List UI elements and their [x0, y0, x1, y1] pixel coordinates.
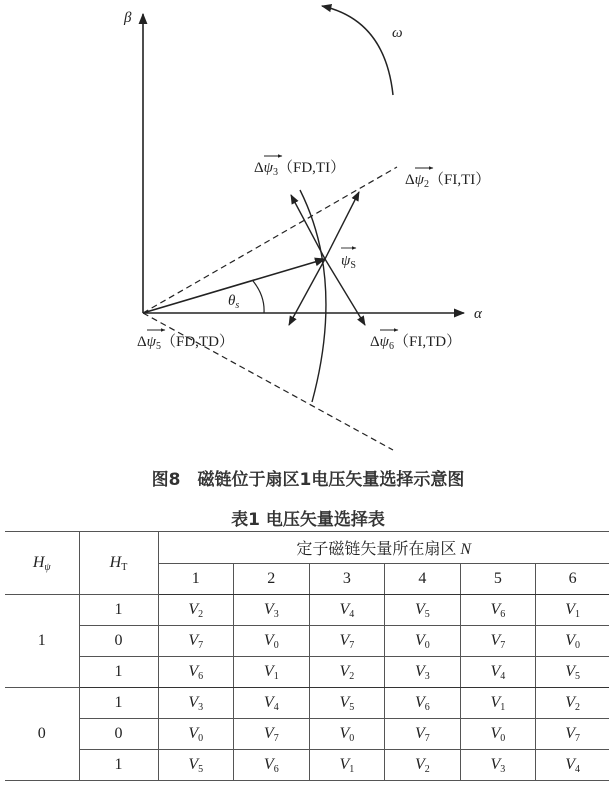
vector-cell: $V_3$	[385, 657, 461, 688]
omega-label: ω	[392, 25, 403, 41]
vector-cell: $V_6$	[234, 750, 310, 781]
vector-cell: $V_5$	[309, 688, 385, 719]
svg-text:ψS: $\psi_S$	[341, 253, 356, 271]
h-t-value: 0	[79, 719, 158, 750]
delta-psi-3-vector	[291, 195, 325, 259]
alpha-label: α	[474, 306, 482, 322]
vector-cell: $V_6$	[385, 688, 461, 719]
h-t-value: 1	[79, 595, 158, 626]
h-psi-value: 0	[5, 688, 79, 781]
vector-cell: $V_3$	[234, 595, 310, 626]
theta-angle-arc	[253, 281, 264, 313]
sector-col-1: 1	[158, 564, 234, 595]
sector-col-2: 2	[234, 564, 310, 595]
h-psi-value: 1	[5, 595, 79, 688]
vector-cell: $V_1$	[536, 595, 609, 626]
vector-cell: $V_5$	[158, 750, 234, 781]
table-title: 表1 电压矢量选择表	[231, 510, 385, 530]
table-row	[5, 750, 609, 781]
vector-cell: $V_1$	[460, 688, 536, 719]
vector-cell: $V_4$	[460, 657, 536, 688]
vector-cell: $V_0$	[385, 626, 461, 657]
vector-cell: $V_6$	[460, 595, 536, 626]
vector-cell: $V_2$	[309, 657, 385, 688]
sector-header: 定子磁链矢量所在扇区 N	[158, 532, 609, 564]
vector-cell: $V_6$	[158, 657, 234, 688]
table-row	[5, 626, 609, 657]
sector-boundary-upper	[143, 167, 397, 313]
vector-cell: $V_4$	[536, 750, 609, 781]
svg-text:Δψ5（FD,TD）: $\Delta\psi_5(FD,TD)$	[137, 334, 234, 352]
delta-psi-6-label	[370, 330, 461, 352]
h-t-value: 1	[79, 750, 158, 781]
vector-cell: $V_7$	[536, 719, 609, 750]
sector-col-6: 6	[536, 564, 609, 595]
vector-cell: $V_1$	[309, 750, 385, 781]
vector-cell: $V_3$	[460, 750, 536, 781]
vector-cell: $V_0$	[234, 626, 310, 657]
table-row	[5, 657, 609, 688]
vector-cell: $V_4$	[309, 595, 385, 626]
voltage-vector-table	[5, 531, 609, 781]
vector-cell: $V_0$	[460, 719, 536, 750]
table-row	[5, 719, 609, 750]
sector-col-4: 4	[385, 564, 461, 595]
flux-trajectory-arc	[300, 190, 326, 402]
vector-cell: $V_7$	[460, 626, 536, 657]
vector-cell: $V_2$	[536, 688, 609, 719]
figure-caption: 图8 磁链位于扇区1电压矢量选择示意图	[151, 470, 465, 490]
vector-cell: $V_7$	[158, 626, 234, 657]
table-row	[5, 688, 609, 719]
omega-rotation-arc	[322, 6, 393, 95]
vector-cell: $V_7$	[309, 626, 385, 657]
svg-text:Δψ2（FI,TI）: $\Delta\psi_2(FI,TI)$	[405, 172, 491, 190]
theta-label: $\theta_s$	[228, 293, 240, 311]
vector-cell: $V_0$	[309, 719, 385, 750]
delta-psi-2-vector	[325, 192, 359, 259]
vector-cell: $V_5$	[385, 595, 461, 626]
psi-s-label	[341, 248, 356, 271]
delta-psi-5-label	[137, 330, 234, 352]
sector-col-5: 5	[460, 564, 536, 595]
h-t-header: $H_T$	[79, 532, 158, 595]
sector-col-3: 3	[309, 564, 385, 595]
delta-psi-3-label	[254, 156, 345, 178]
vector-cell: $V_0$	[158, 719, 234, 750]
svg-text:Δψ3（FD,TI）: $\Delta\psi_3(FD,TI)$	[254, 160, 346, 178]
vector-cell: $V_7$	[234, 719, 310, 750]
vector-cell: $V_3$	[158, 688, 234, 719]
vector-cell: $V_2$	[158, 595, 234, 626]
table-row	[5, 595, 609, 626]
vector-cell: $V_5$	[536, 657, 609, 688]
vector-cell: $V_7$	[385, 719, 461, 750]
delta-psi-2-label	[405, 168, 490, 190]
h-t-value: 1	[79, 688, 158, 719]
beta-label: β	[124, 10, 132, 26]
h-t-value: 0	[79, 626, 158, 657]
vector-cell: $V_4$	[234, 688, 310, 719]
vector-cell: $V_2$	[385, 750, 461, 781]
vector-cell: $V_1$	[234, 657, 310, 688]
vector-cell: $V_0$	[536, 626, 609, 657]
h-t-value: 1	[79, 657, 158, 688]
svg-text:Δψ6（FI,TD）: $\Delta\psi_6(FI,TD)$	[370, 334, 462, 352]
h-psi-header: $H_\psi$	[5, 532, 79, 595]
